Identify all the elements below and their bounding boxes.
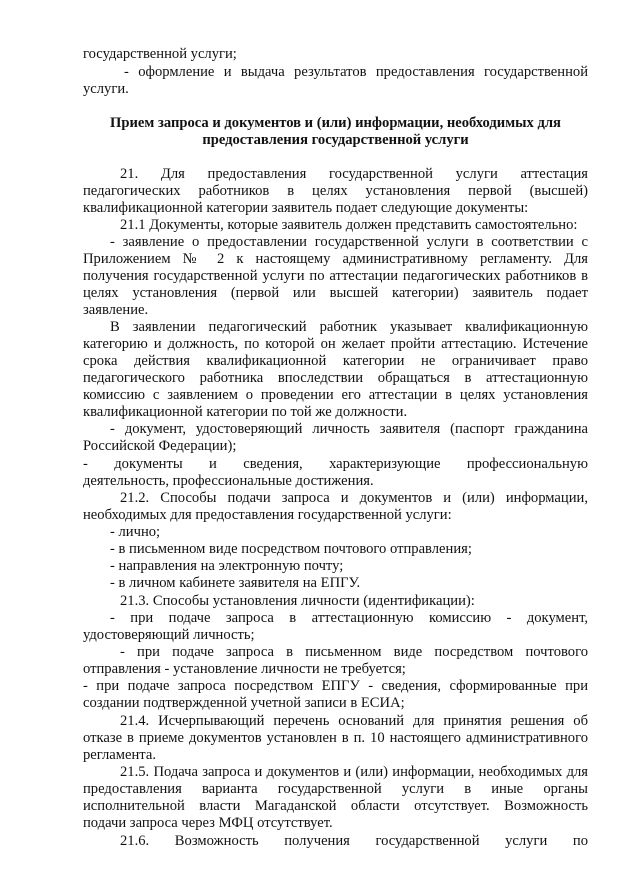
text-line: - направления на электронную почту;: [110, 558, 344, 574]
text-line: - оформление и выдача результатов предоставления государственной: [124, 64, 588, 80]
text-line: подачи запроса через МФЦ отсутствует.: [83, 815, 333, 831]
text-line: - документы и сведения, характеризующие профессиональную: [83, 456, 588, 472]
text-line: комиссию с заявлением о проведении его аттестации в целях установления: [83, 387, 588, 403]
text-line: 21.5. Подача запроса и документов и (или) информации, необходимых для: [120, 764, 588, 780]
text-line: 21.6. Возможность получения государственной услуги по: [120, 833, 588, 849]
text-line: отправления - установление личности не требуется;: [83, 661, 406, 677]
text-line: 21.4. Исчерпывающий перечень оснований для принятия решения об: [120, 713, 588, 729]
text-line: педагогических работников в целях установления первой (высшей): [83, 183, 588, 199]
text-line: 21. Для предоставления государственной услуги аттестация: [120, 166, 588, 182]
section-heading: предоставления государственной услуги: [202, 132, 469, 148]
text-line: - при подаче запроса посредством ЕПГУ - сведения, сформированные при: [83, 678, 588, 694]
text-line: В заявлении педагогический работник указывает квалификационную: [110, 319, 588, 335]
text-line: - документ, удостоверяющий личность заявителя (паспорт гражданина: [110, 421, 588, 437]
text-line: 21.2. Способы подачи запроса и документов и (или) информации,: [120, 490, 588, 506]
text-line: создании подтвержденной учетной записи в ЕСИА;: [83, 695, 405, 711]
text-line: 21.3. Способы установления личности (идентификации):: [120, 593, 475, 609]
text-line: регламента.: [83, 747, 156, 763]
text-line: 21.1 Документы, которые заявитель должен представить самостоятельно:: [120, 217, 578, 233]
text-line: удостоверяющий личность;: [83, 627, 255, 643]
text-line: - в письменном виде посредством почтового отправления;: [110, 541, 472, 557]
text-line: исполнительной власти Магаданской области отсутствует. Возможность: [83, 798, 588, 814]
text-line: отказе в приеме документов установлен в п. 10 настоящего административного: [83, 730, 588, 746]
text-line: - заявление о предоставлении государственной услуги в соответствии с: [110, 234, 588, 250]
text-line: категорию и должность, по которой он желает пройти аттестацию. Истечение: [83, 336, 588, 352]
section-heading: Прием запроса и документов и (или) информации, необходимых для: [110, 115, 561, 131]
text-line: квалификационной категории заявитель подает следующие документы:: [83, 200, 529, 216]
text-line: услуги.: [83, 81, 129, 97]
text-line: получения государственной услуги по аттестации педагогических работников в: [83, 268, 588, 284]
text-line: - в личном кабинете заявителя на ЕПГУ.: [110, 575, 361, 591]
text-line: - при подаче запроса в письменном виде посредством почтового: [120, 644, 588, 660]
text-line: целях установления (первой или высшей категории) заявитель подает: [83, 285, 588, 301]
text-line: государственной услуги;: [83, 46, 237, 62]
text-line: квалификационной категории по той же должности.: [83, 404, 408, 420]
text-line: необходимых для предоставления государственной услуги:: [83, 507, 452, 523]
text-line: педагогического работника впоследствии обращаться в аттестационную: [83, 370, 588, 386]
text-line: деятельность, профессиональные достижения.: [83, 473, 374, 489]
text-line: Приложением № 2 к настоящему административному регламенту. Для: [83, 251, 588, 267]
text-line: предоставления варианта государственной услуги в иные органы: [83, 781, 588, 797]
text-line: - лично;: [110, 524, 161, 540]
text-line: Российской Федерации);: [83, 438, 237, 454]
text-line: срока действия квалификационной категории не ограничивает право: [83, 353, 588, 369]
text-line: заявление.: [83, 302, 149, 318]
text-line: - при подаче запроса в аттестационную комиссию - документ,: [110, 610, 588, 626]
